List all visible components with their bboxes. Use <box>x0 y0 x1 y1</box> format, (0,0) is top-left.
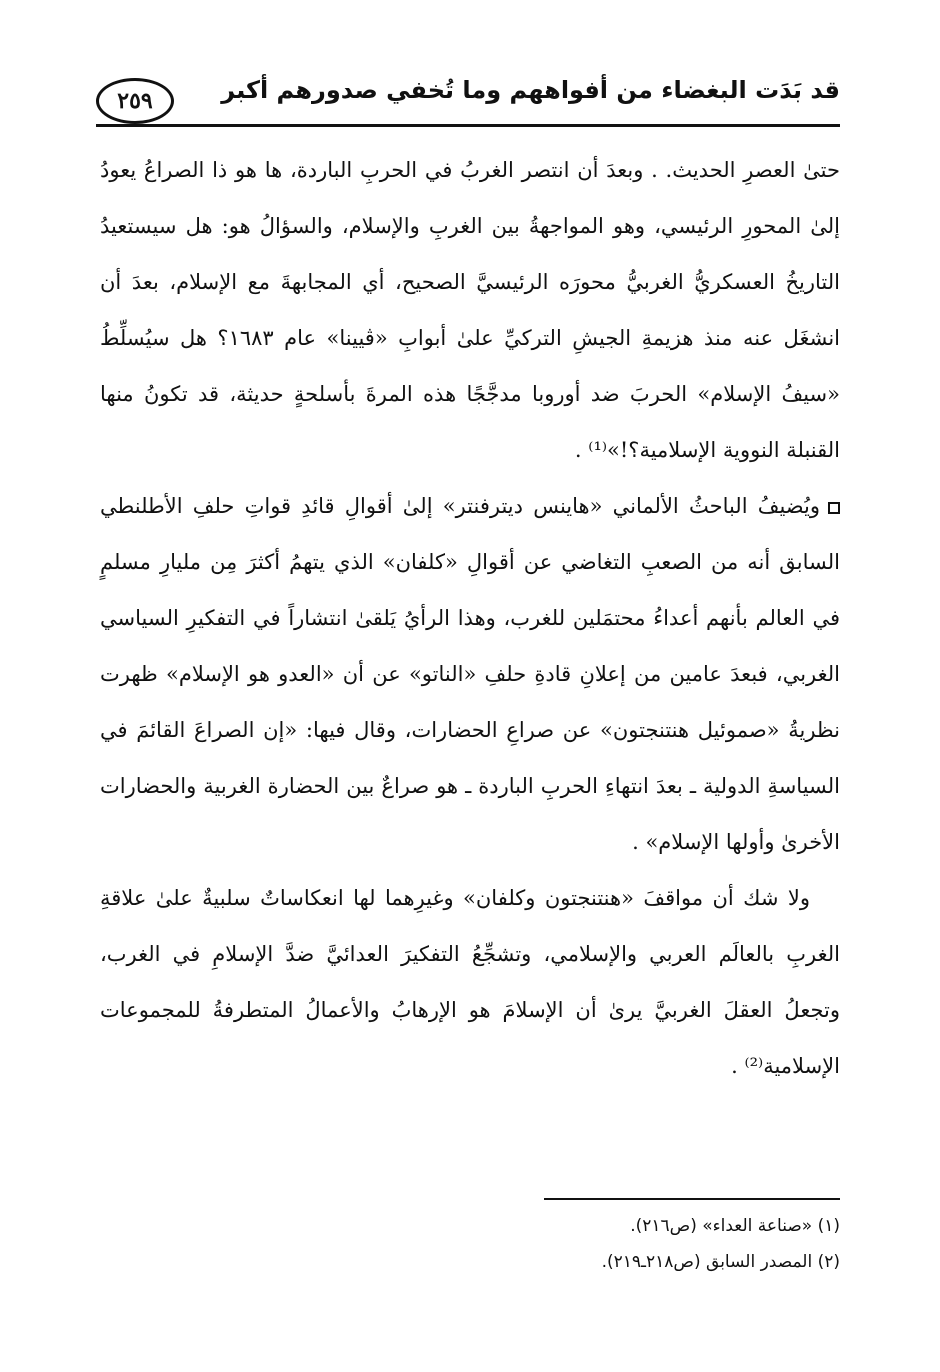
running-title: قد بَدَت البغضاء من أفواههم وما تُخفي صدورهم أكبر <box>221 76 840 104</box>
paragraph-3-text: ولا شك أن مواقفَ «هنتنجتون وكلفان» وغيرِهما لها انعكاساتٌ سلبيةٌ علىٰ علاقةِ الغربِ بالعالَم العربي والإسلامي، وتشجِّعُ التفكيرَ العدائيَّ ضدَّ الإسلامِ في الغرب، وتجعلُ العقلَ الغربيَّ يرىٰ أن الإسلامَ هو الإرهابُ والأعمالُ المتطرفةُ للمجموعات الإسلامية⁽²⁾ . <box>100 886 840 1078</box>
paragraph-2-text: ويُضيفُ الباحثُ الألماني «هاينس ديترفنتر» إلىٰ أقوالِ قائدِ قواتِ حلفِ الأطلنطي السابق أنه من الصعبِ التغاضي عن أقوالِ «كلفان» الذي يتهمُ أكثرَ مِن مليارِ مسلمٍ في العالم بأنهم أعداءُ محتمَلين للغرب، وهذا الرأيُ يَلقىٰ انتشاراً في التفكيرِ السياسي الغربي، فبعدَ عامين من إعلانِ قادةِ حلفِ «الناتو» عن أن «العدو هو الإسلام» ظهرت نظريةُ «صموئيل هنتنجتون» عن صراعِ الحضارات، وقال فيها: «إن الصراعَ القائمَ في السياسةِ الدولية ـ بعدَ انتهاءِ الحربِ الباردة ـ هو صراعٌ بين الحضارة الغربية والحضارات الأخرىٰ وأولها الإسلام» . <box>100 494 840 854</box>
page-header <box>96 62 840 142</box>
paragraph-3 <box>100 870 840 1094</box>
footnote-1: (١) «صناعة العداء» (ص٢١٦). <box>630 1216 840 1236</box>
footnote-rule <box>544 1198 840 1200</box>
paragraph-1: حتىٰ العصرِ الحديث. . وبعدَ أن انتصر الغربُ في الحربِ الباردة، ها هو ذا الصراعُ يعودُ إلىٰ المحورِ الرئيسي، وهو المواجهةُ بين الغربِ والإسلام، والسؤالُ هو: هل سيستعيدُ التاريخُ العسكريُّ الغربيُّ محورَه الرئيسيَّ الصحيح، أي المجابهةَ مع الإسلام، بعدَ أن انشغَل عنه منذ هزيمةِ الجيشِ التركيِّ علىٰ أبوابِ «ڤيينا» عام ١٦٨٣؟ هل سيُسلِّطُ «سيفُ الإسلام» الحربَ ضد أوروبا مدجَّجًا هذه المرةَ بأسلحةٍ حديثة، قد تكونُ منها القنبلة النووية الإسلامية؟!»⁽¹⁾ . <box>100 158 841 462</box>
square-bullet-icon <box>828 502 840 514</box>
page-number: ٢٥٩ <box>96 78 174 124</box>
footnotes <box>240 1208 840 1280</box>
footnote-2: (٢) المصدر السابق (ص٢١٨ـ٢١٩). <box>601 1252 840 1272</box>
paragraph-2 <box>100 478 840 870</box>
body-text <box>100 142 840 1094</box>
header-rule <box>96 124 840 127</box>
